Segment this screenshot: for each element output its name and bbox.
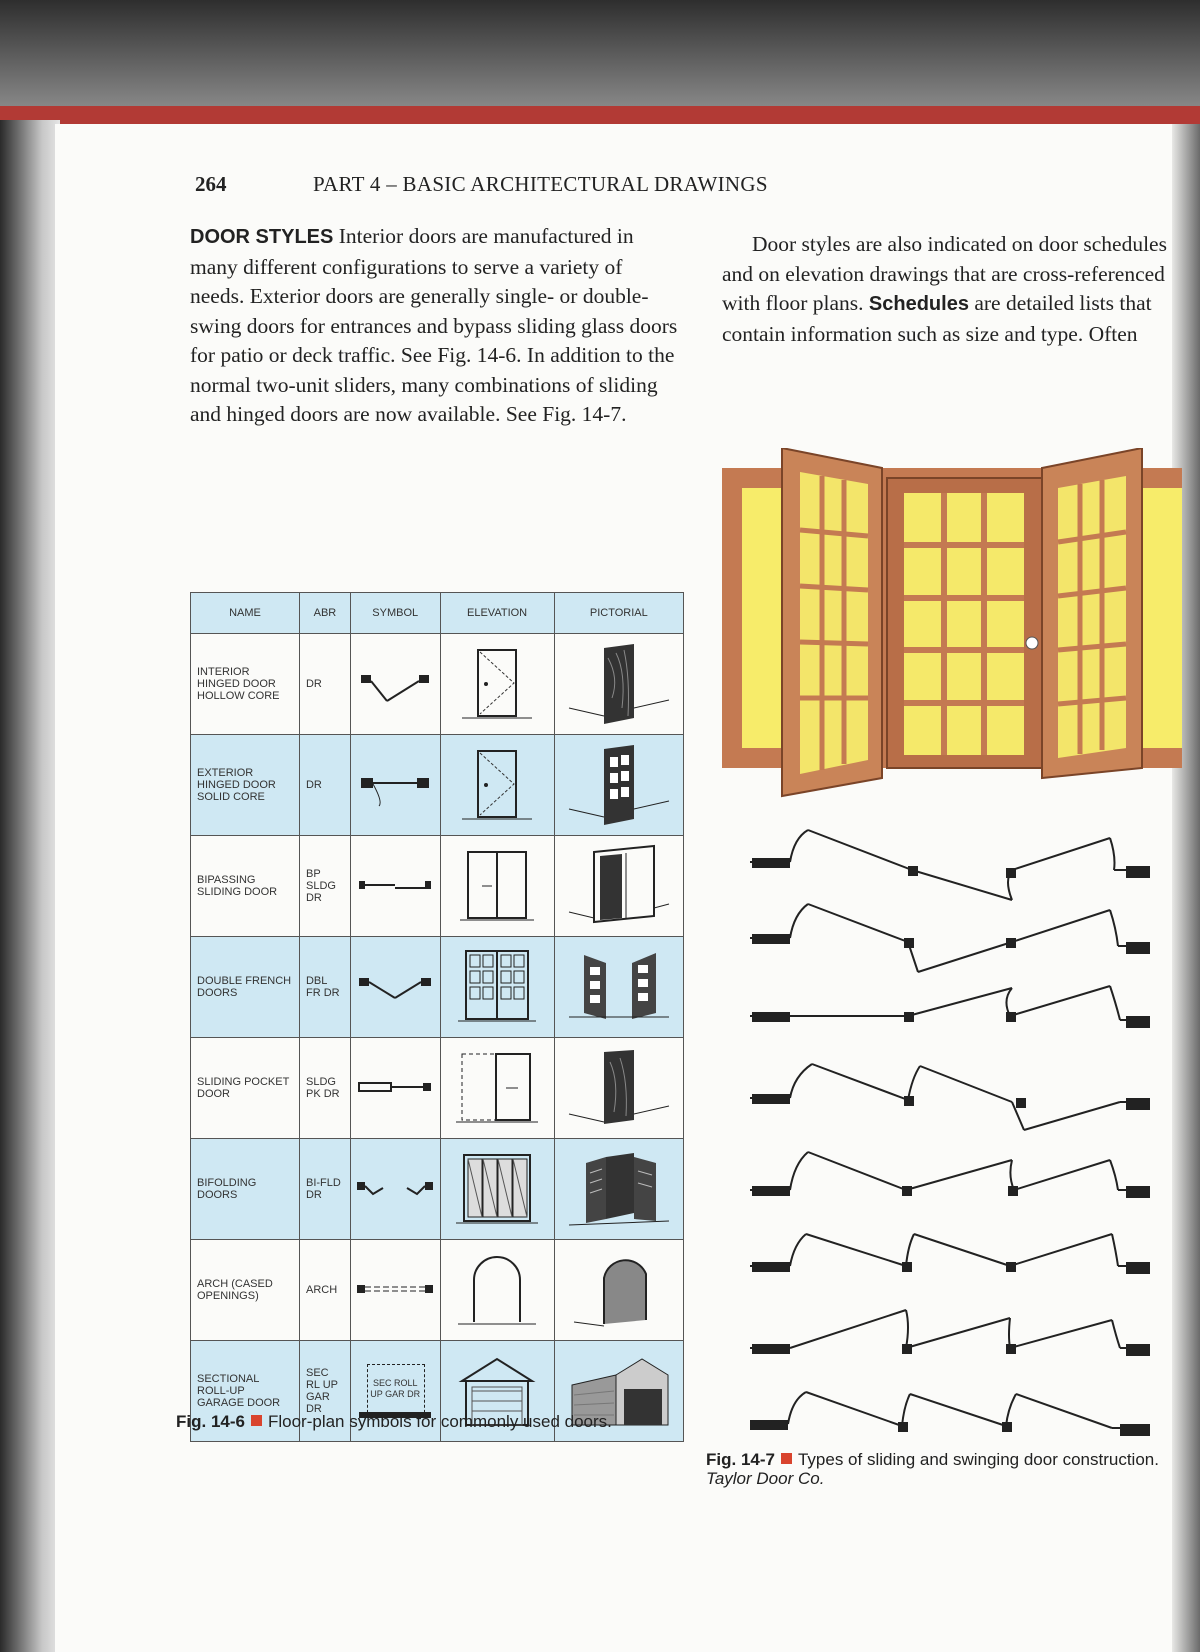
symbol-cell bbox=[350, 1139, 440, 1240]
door-name: ARCH (CASED OPENINGS) bbox=[191, 1240, 300, 1341]
door-name: SECTIONAL ROLL-UP GARAGE DOOR bbox=[191, 1341, 300, 1442]
door-abr: BI-FLD DR bbox=[299, 1139, 350, 1240]
french-elevation-drawing bbox=[452, 943, 542, 1029]
sliding-elevation-drawing bbox=[452, 842, 542, 928]
table-row bbox=[191, 735, 684, 836]
door-abr: DBL FR DR bbox=[299, 937, 350, 1038]
bifold-pictorial-drawing bbox=[564, 1143, 674, 1233]
hinged-door-symbol bbox=[353, 653, 437, 713]
elevation-cell bbox=[440, 735, 554, 836]
page-header bbox=[195, 172, 768, 197]
symbol-cell bbox=[350, 735, 440, 836]
figure-number: Fig. 14-6 bbox=[176, 1412, 245, 1431]
bifold-door-symbol bbox=[353, 1158, 437, 1218]
pocket-door-symbol bbox=[353, 1057, 437, 1117]
symbol-cell bbox=[350, 1038, 440, 1139]
table-row bbox=[191, 836, 684, 937]
pictorial-cell bbox=[554, 1038, 683, 1139]
door-abr: ARCH bbox=[299, 1240, 350, 1341]
door-abr: DR bbox=[299, 634, 350, 735]
symbol-cell bbox=[350, 836, 440, 937]
caption-square-icon bbox=[781, 1453, 792, 1464]
figure-caption-left bbox=[176, 1412, 676, 1431]
door-abr: BP SLDG DR bbox=[299, 836, 350, 937]
french-door-illustration bbox=[722, 448, 1182, 808]
elevation-cell bbox=[440, 836, 554, 937]
door-abr: SLDG PK DR bbox=[299, 1038, 350, 1139]
bipass-door-symbol bbox=[353, 855, 437, 915]
door-name: BIFOLDING DOORS bbox=[191, 1139, 300, 1240]
left-column-text bbox=[190, 222, 680, 430]
french-pictorial-drawing bbox=[564, 941, 674, 1031]
door-pictorial-drawing bbox=[564, 739, 674, 829]
exterior-door-symbol bbox=[353, 754, 437, 814]
pocket-elevation-drawing bbox=[452, 1044, 542, 1130]
page-gutter-right bbox=[1172, 124, 1200, 1652]
door-elevation-drawing bbox=[452, 640, 542, 726]
door-symbols-table bbox=[190, 592, 684, 1442]
door-plan-diagrams bbox=[750, 820, 1150, 1450]
pictorial-cell bbox=[554, 1139, 683, 1240]
top-background bbox=[0, 0, 1200, 110]
symbol-cell bbox=[350, 634, 440, 735]
section-lead: DOOR STYLES bbox=[190, 226, 334, 248]
caption-square-icon bbox=[251, 1415, 262, 1426]
door-name: SLIDING POCKET DOOR bbox=[191, 1038, 300, 1139]
symbol-cell bbox=[350, 1240, 440, 1341]
table-header-cell: ABR bbox=[299, 593, 350, 634]
elevation-cell bbox=[440, 634, 554, 735]
table-row bbox=[191, 1240, 684, 1341]
elevation-cell bbox=[440, 1038, 554, 1139]
elevation-cell bbox=[440, 1240, 554, 1341]
right-text-1: Door styles are also indicated on door schedules and on elevation drawings that are cross-referenced with floor plans. bbox=[722, 232, 1167, 315]
door-abr: SEC RL UP GAR DR bbox=[299, 1341, 350, 1442]
part-title: PART 4 – BASIC ARCHITECTURAL DRAWINGS bbox=[313, 172, 768, 196]
right-column-text bbox=[722, 230, 1184, 349]
page-stack-edge bbox=[0, 120, 60, 1652]
elevation-cell bbox=[440, 1139, 554, 1240]
arch-elevation-drawing bbox=[452, 1246, 542, 1332]
door-abr: DR bbox=[299, 735, 350, 836]
caption-text: Floor-plan symbols for commonly used doors. bbox=[267, 1412, 612, 1431]
page-number: 264 bbox=[195, 172, 227, 196]
door-pictorial-drawing bbox=[564, 638, 674, 728]
pocket-pictorial-drawing bbox=[564, 1042, 674, 1132]
caption-credit: Taylor Door Co. bbox=[706, 1469, 825, 1488]
arch-opening-symbol bbox=[353, 1259, 437, 1319]
door-name: EXTERIOR HINGED DOOR SOLID CORE bbox=[191, 735, 300, 836]
garage-symbol-label: SEC ROLL UP GAR DR bbox=[370, 1378, 421, 1399]
table-row bbox=[191, 937, 684, 1038]
door-elevation-drawing bbox=[452, 741, 542, 827]
pictorial-cell bbox=[554, 937, 683, 1038]
table-row bbox=[191, 1139, 684, 1240]
bifold-elevation-drawing bbox=[452, 1145, 542, 1231]
symbol-cell bbox=[350, 937, 440, 1038]
table-row bbox=[191, 634, 684, 735]
table-header-cell: PICTORIAL bbox=[554, 593, 683, 634]
sliding-pictorial-drawing bbox=[564, 840, 674, 930]
pictorial-cell bbox=[554, 1240, 683, 1341]
table-row bbox=[191, 1038, 684, 1139]
section-body: Interior doors are manufactured in many different configurations to serve a variety of needs. Exterior doors are generally single- or double-swing doors for entrances and bypass sliding glass doors for patio or deck traffic. See Fig. 14-6. In addition to the normal two-unit sliders, many combinations of sliding and hinged doors are now available. See Fig. 14-7. bbox=[190, 224, 678, 426]
table-header-cell: NAME bbox=[191, 593, 300, 634]
right-text-2: are detailed lists that contain information such as size and type. Often bbox=[722, 291, 1152, 346]
table-header-cell: ELEVATION bbox=[440, 593, 554, 634]
schedules-term: Schedules bbox=[868, 293, 969, 315]
pictorial-cell bbox=[554, 634, 683, 735]
door-name: INTERIOR HINGED DOOR HOLLOW CORE bbox=[191, 634, 300, 735]
elevation-cell bbox=[440, 937, 554, 1038]
door-name: BIPASSING SLIDING DOOR bbox=[191, 836, 300, 937]
door-name: DOUBLE FRENCH DOORS bbox=[191, 937, 300, 1038]
table-header-row bbox=[191, 593, 684, 634]
pictorial-cell bbox=[554, 836, 683, 937]
caption-text: Types of sliding and swinging door construction. bbox=[797, 1450, 1159, 1469]
arch-pictorial-drawing bbox=[564, 1244, 674, 1334]
table-header-cell: SYMBOL bbox=[350, 593, 440, 634]
pictorial-cell bbox=[554, 735, 683, 836]
double-door-symbol bbox=[353, 956, 437, 1016]
figure-caption-right bbox=[706, 1450, 1176, 1488]
figure-number: Fig. 14-7 bbox=[706, 1450, 775, 1469]
